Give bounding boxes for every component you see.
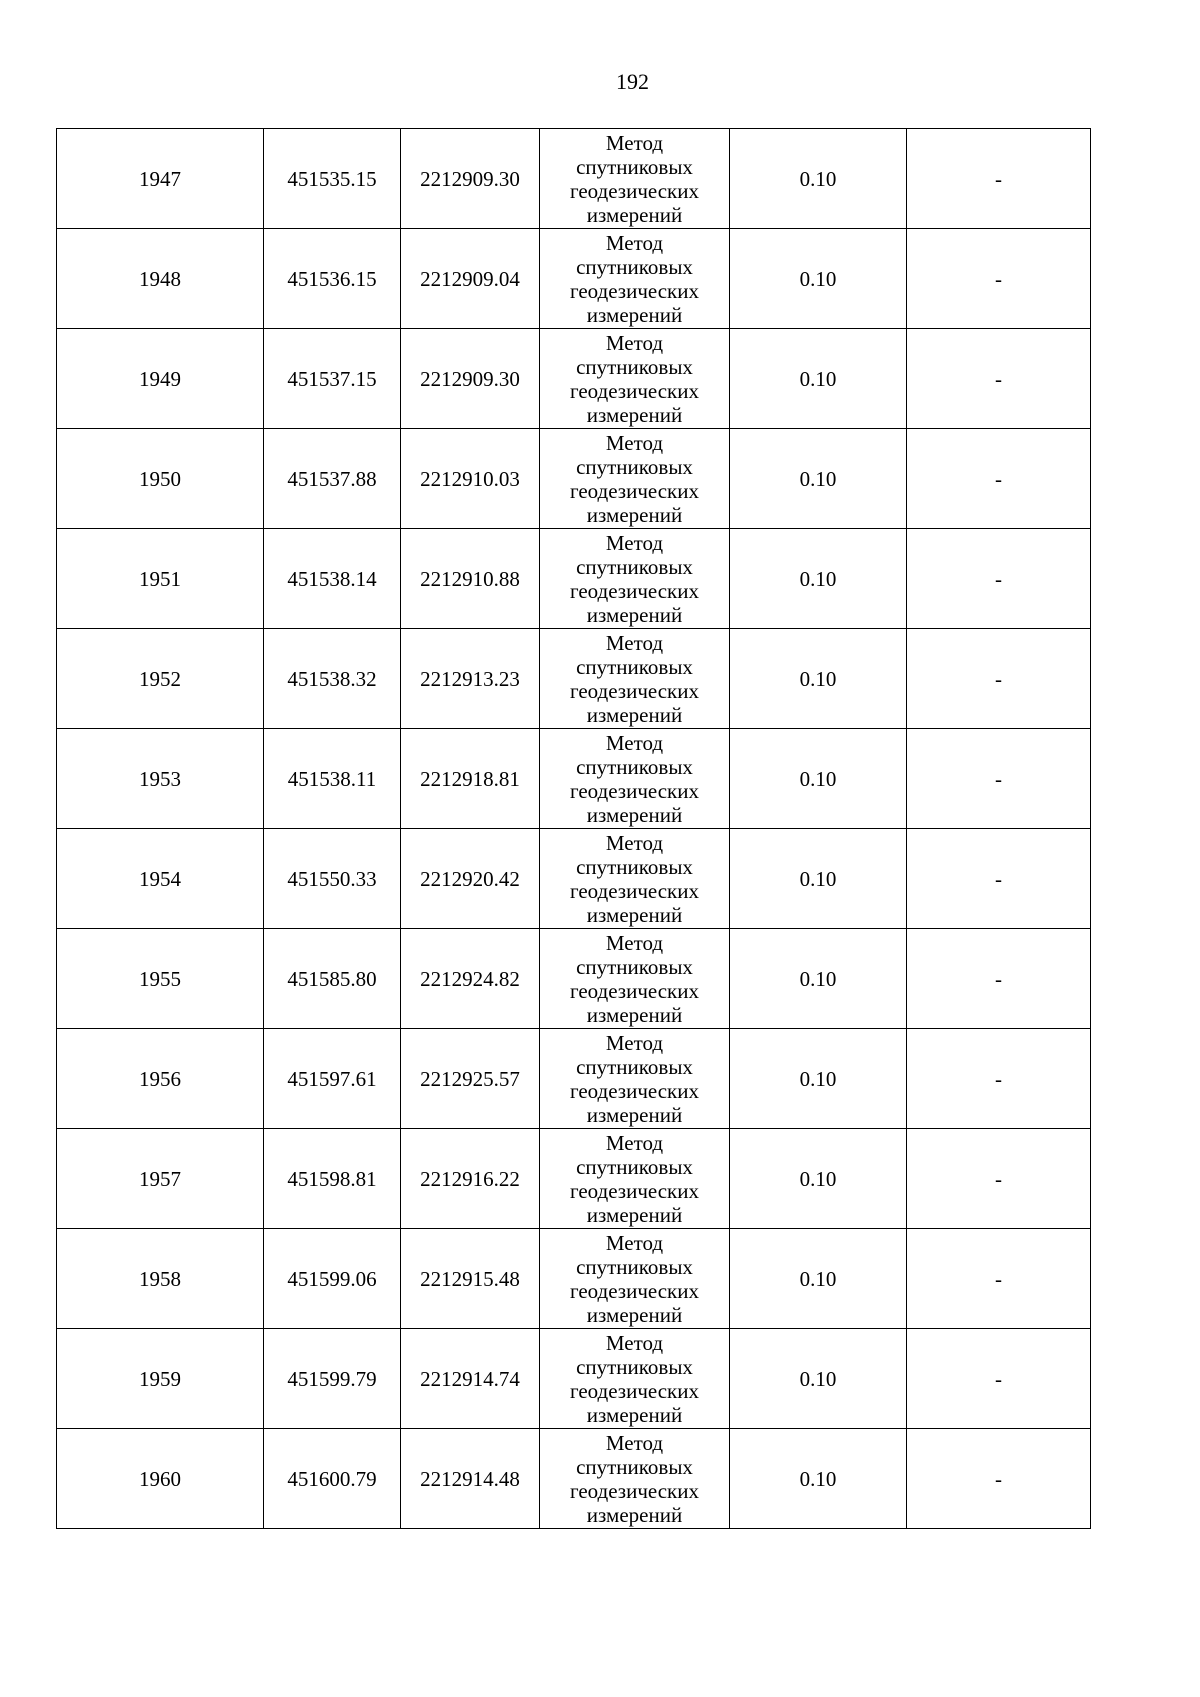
table-row	[57, 629, 1091, 729]
accuracy-cell: 0.10	[730, 1329, 907, 1429]
accuracy-cell: 0.10	[730, 1229, 907, 1329]
x-coordinate-cell: 451600.79	[264, 1429, 401, 1529]
note-cell: -	[907, 1229, 1091, 1329]
accuracy-cell: 0.10	[730, 729, 907, 829]
table-row	[57, 429, 1091, 529]
method-cell: Метод спутниковых геодезических измерений	[540, 629, 730, 729]
y-coordinate-cell: 2212910.88	[401, 529, 540, 629]
table-row	[57, 1029, 1091, 1129]
point-number-cell: 1960	[57, 1429, 264, 1529]
accuracy-cell: 0.10	[730, 429, 907, 529]
point-number-cell: 1953	[57, 729, 264, 829]
table-row	[57, 729, 1091, 829]
x-coordinate-cell: 451538.32	[264, 629, 401, 729]
point-number-cell: 1951	[57, 529, 264, 629]
note-cell: -	[907, 229, 1091, 329]
method-cell: Метод спутниковых геодезических измерений	[540, 1429, 730, 1529]
y-coordinate-cell: 2212909.30	[401, 129, 540, 229]
table-row	[57, 329, 1091, 429]
page-number: 192	[616, 69, 649, 94]
y-coordinate-cell: 2212910.03	[401, 429, 540, 529]
accuracy-cell: 0.10	[730, 229, 907, 329]
point-number-cell: 1958	[57, 1229, 264, 1329]
table-row	[57, 1129, 1091, 1229]
method-cell: Метод спутниковых геодезических измерений	[540, 129, 730, 229]
method-cell: Метод спутниковых геодезических измерений	[540, 1329, 730, 1429]
point-number-cell: 1949	[57, 329, 264, 429]
accuracy-cell: 0.10	[730, 1029, 907, 1129]
accuracy-cell: 0.10	[730, 129, 907, 229]
point-number-cell: 1948	[57, 229, 264, 329]
x-coordinate-cell: 451550.33	[264, 829, 401, 929]
table-body	[57, 129, 1091, 1529]
method-cell: Метод спутниковых геодезических измерений	[540, 929, 730, 1029]
y-coordinate-cell: 2212914.74	[401, 1329, 540, 1429]
y-coordinate-cell: 2212918.81	[401, 729, 540, 829]
method-cell: Метод спутниковых геодезических измерений	[540, 729, 730, 829]
note-cell: -	[907, 1329, 1091, 1429]
accuracy-cell: 0.10	[730, 929, 907, 1029]
note-cell: -	[907, 1129, 1091, 1229]
y-coordinate-cell: 2212920.42	[401, 829, 540, 929]
accuracy-cell: 0.10	[730, 1129, 907, 1229]
note-cell: -	[907, 329, 1091, 429]
accuracy-cell: 0.10	[730, 1429, 907, 1529]
y-coordinate-cell: 2212913.23	[401, 629, 540, 729]
note-cell: -	[907, 129, 1091, 229]
coordinates-table	[56, 128, 1091, 1529]
table-row	[57, 1429, 1091, 1529]
note-cell: -	[907, 729, 1091, 829]
y-coordinate-cell: 2212909.04	[401, 229, 540, 329]
point-number-cell: 1957	[57, 1129, 264, 1229]
table-row	[57, 529, 1091, 629]
table-row	[57, 229, 1091, 329]
point-number-cell: 1950	[57, 429, 264, 529]
x-coordinate-cell: 451538.14	[264, 529, 401, 629]
table-row	[57, 929, 1091, 1029]
method-cell: Метод спутниковых геодезических измерений	[540, 829, 730, 929]
method-cell: Метод спутниковых геодезических измерений	[540, 1229, 730, 1329]
x-coordinate-cell: 451537.88	[264, 429, 401, 529]
x-coordinate-cell: 451585.80	[264, 929, 401, 1029]
accuracy-cell: 0.10	[730, 329, 907, 429]
table-row	[57, 1329, 1091, 1429]
x-coordinate-cell: 451537.15	[264, 329, 401, 429]
point-number-cell: 1952	[57, 629, 264, 729]
x-coordinate-cell: 451598.81	[264, 1129, 401, 1229]
table-row	[57, 1229, 1091, 1329]
point-number-cell: 1959	[57, 1329, 264, 1429]
point-number-cell: 1954	[57, 829, 264, 929]
method-cell: Метод спутниковых геодезических измерений	[540, 229, 730, 329]
x-coordinate-cell: 451536.15	[264, 229, 401, 329]
method-cell: Метод спутниковых геодезических измерений	[540, 1029, 730, 1129]
point-number-cell: 1955	[57, 929, 264, 1029]
y-coordinate-cell: 2212914.48	[401, 1429, 540, 1529]
x-coordinate-cell: 451535.15	[264, 129, 401, 229]
x-coordinate-cell: 451538.11	[264, 729, 401, 829]
point-number-cell: 1956	[57, 1029, 264, 1129]
note-cell: -	[907, 629, 1091, 729]
y-coordinate-cell: 2212915.48	[401, 1229, 540, 1329]
y-coordinate-cell: 2212924.82	[401, 929, 540, 1029]
y-coordinate-cell: 2212909.30	[401, 329, 540, 429]
point-number-cell: 1947	[57, 129, 264, 229]
method-cell: Метод спутниковых геодезических измерений	[540, 1129, 730, 1229]
table-row	[57, 129, 1091, 229]
accuracy-cell: 0.10	[730, 529, 907, 629]
note-cell: -	[907, 429, 1091, 529]
accuracy-cell: 0.10	[730, 629, 907, 729]
method-cell: Метод спутниковых геодезических измерений	[540, 329, 730, 429]
note-cell: -	[907, 529, 1091, 629]
x-coordinate-cell: 451597.61	[264, 1029, 401, 1129]
y-coordinate-cell: 2212925.57	[401, 1029, 540, 1129]
note-cell: -	[907, 929, 1091, 1029]
note-cell: -	[907, 829, 1091, 929]
x-coordinate-cell: 451599.06	[264, 1229, 401, 1329]
table-row	[57, 829, 1091, 929]
method-cell: Метод спутниковых геодезических измерений	[540, 529, 730, 629]
y-coordinate-cell: 2212916.22	[401, 1129, 540, 1229]
x-coordinate-cell: 451599.79	[264, 1329, 401, 1429]
note-cell: -	[907, 1429, 1091, 1529]
method-cell: Метод спутниковых геодезических измерений	[540, 429, 730, 529]
accuracy-cell: 0.10	[730, 829, 907, 929]
note-cell: -	[907, 1029, 1091, 1129]
